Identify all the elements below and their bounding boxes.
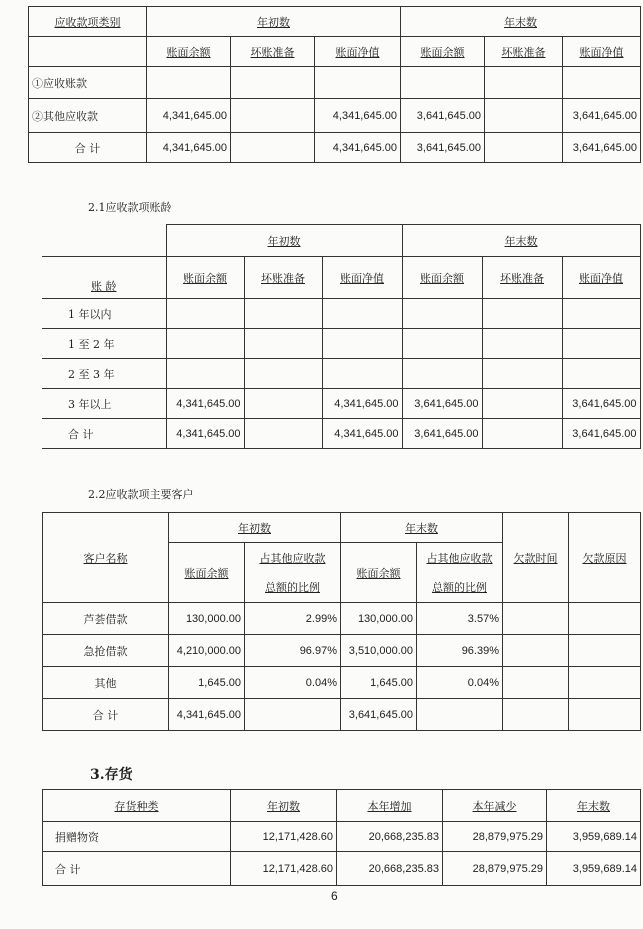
header-customer-name: 客户名称 [43,513,169,603]
section-title-inventory: 3.存货 [90,767,133,783]
subheader: 账面净值 [562,257,640,299]
cell [401,67,485,99]
cell [503,699,569,731]
header-blank [42,225,166,257]
subheader: 账面余额 [402,257,482,299]
section-title-aging: 2.1应收款项账龄 [88,201,172,214]
cell: 96.97% [245,635,341,667]
table-row [43,699,641,731]
header-end: 年末数 [402,225,640,257]
header-end: 年末数 [401,7,641,37]
row-label: 1 年以内 [42,299,166,329]
row-label: 捐赠物资 [43,822,231,852]
cell [402,329,482,359]
cell [166,359,244,389]
header-end: 年末数 [341,513,503,543]
cell: 4,341,645.00 [322,389,402,419]
cell [562,299,640,329]
cell [244,389,322,419]
cell [322,299,402,329]
subheader: 坏账准备 [244,257,322,299]
header-increase: 本年增加 [337,790,443,822]
cell [569,667,641,699]
subheader: 账面净值 [563,37,641,67]
cell [244,329,322,359]
row-label: 1 至 2 年 [42,329,166,359]
header-inventory-type: 存货种类 [43,790,231,822]
header-begin: 年初数 [166,225,402,257]
cell: 3,641,645.00 [563,99,641,133]
page-number: 6 [331,889,338,903]
cell [503,635,569,667]
subheader: 账面余额 [166,257,244,299]
major-customers-table [42,512,641,731]
subheader: 坏账准备 [231,37,315,67]
row-label: 2 至 3 年 [42,359,166,389]
cell [569,699,641,731]
header-end: 年末数 [547,790,641,822]
cell: 130,000.00 [341,603,417,635]
cell: 20,668,235.83 [337,852,443,886]
cell: 4,341,645.00 [315,133,401,163]
subheader: 账面余额 [147,37,231,67]
row-label: ①应收账款 [29,67,147,99]
row-label: 合 计 [42,419,166,449]
cell: 4,341,645.00 [166,419,244,449]
table-row [42,299,640,329]
subheader-ratio-line1: 占其他应收款 [245,543,341,573]
cell [562,329,640,359]
subheader-ratio-line2: 总额的比例 [245,573,341,603]
subheader: 坏账准备 [485,37,563,67]
cell: 28,879,975.29 [443,852,547,886]
cell: 4,341,645.00 [147,99,231,133]
subheader: 账面净值 [315,37,401,67]
subheader-ratio-line1: 占其他应收款 [417,543,503,573]
cell [569,603,641,635]
cell [482,389,562,419]
cell: 3,510,000.00 [341,635,417,667]
cell: 12,171,428.60 [231,852,337,886]
header-begin: 年初数 [169,513,341,543]
cell [231,133,315,163]
cell: 3,641,645.00 [563,133,641,163]
receivables-category-table [28,6,641,163]
section-title-customers: 2.2应收款项主要客户 [88,488,194,501]
row-label: 合 计 [43,852,231,886]
subheader-balance: 账面余额 [169,543,245,603]
cell: 12,171,428.60 [231,822,337,852]
cell: 3,641,645.00 [562,389,640,419]
cell [244,299,322,329]
table-row [43,603,641,635]
header-reason: 欠款原因 [569,513,641,603]
cell [485,99,563,133]
row-label: ②其他应收款 [29,99,147,133]
cell: 28,879,975.29 [443,822,547,852]
row-label: 急抢借款 [43,635,169,667]
cell: 3,641,645.00 [401,99,485,133]
cell [245,699,341,731]
cell: 3,641,645.00 [341,699,417,731]
header-decrease: 本年减少 [443,790,547,822]
inventory-table [42,789,641,886]
cell: 3,959,689.14 [547,822,641,852]
cell [417,699,503,731]
cell [569,635,641,667]
cell [231,67,315,99]
cell [231,99,315,133]
cell: 4,341,645.00 [166,389,244,419]
subheader: 账面余额 [401,37,485,67]
cell: 0.04% [245,667,341,699]
cell [503,603,569,635]
row-label: 合 计 [29,133,147,163]
header-blank [29,37,147,67]
header-age: 账 龄 [42,257,166,299]
cell: 96.39% [417,635,503,667]
cell: 4,341,645.00 [147,133,231,163]
subheader-ratio-line2: 总额的比例 [417,573,503,603]
table-row [43,852,641,886]
cell: 20,668,235.83 [337,822,443,852]
cell: 2.99% [245,603,341,635]
cell [166,329,244,359]
subheader: 账面净值 [322,257,402,299]
subheader: 坏账准备 [482,257,562,299]
cell: 0.04% [417,667,503,699]
cell [244,359,322,389]
cell: 3,641,645.00 [401,133,485,163]
table-row [29,99,641,133]
cell [482,299,562,329]
cell: 1,645.00 [169,667,245,699]
cell [485,67,563,99]
table-row [42,389,640,419]
table-row [43,822,641,852]
cell: 4,341,645.00 [169,699,245,731]
cell: 4,341,645.00 [315,99,401,133]
cell [503,667,569,699]
cell: 3,959,689.14 [547,852,641,886]
table-row [43,667,641,699]
subheader-balance: 账面余额 [341,543,417,603]
cell: 4,341,645.00 [322,419,402,449]
table-row [42,329,640,359]
cell [482,329,562,359]
cell [322,329,402,359]
cell: 3,641,645.00 [402,419,482,449]
cell: 3.57% [417,603,503,635]
row-label: 3 年以上 [42,389,166,419]
cell: 4,210,000.00 [169,635,245,667]
cell [482,419,562,449]
cell [562,359,640,389]
cell: 3,641,645.00 [562,419,640,449]
cell [482,359,562,389]
row-label: 其他 [43,667,169,699]
table-row [29,133,641,163]
table-row [42,419,640,449]
cell [563,67,641,99]
row-label: 芦荟借款 [43,603,169,635]
header-category: 应收款项类别 [29,7,147,37]
header-time: 欠款时间 [503,513,569,603]
cell [322,359,402,389]
cell: 130,000.00 [169,603,245,635]
cell [166,299,244,329]
header-begin: 年初数 [231,790,337,822]
table-row [42,359,640,389]
cell: 1,645.00 [341,667,417,699]
row-label: 合 计 [43,699,169,731]
table-row [29,67,641,99]
cell [402,299,482,329]
header-begin: 年初数 [147,7,401,37]
cell [147,67,231,99]
cell [485,133,563,163]
receivables-aging-table [42,224,641,449]
cell: 3,641,645.00 [402,389,482,419]
cell [402,359,482,389]
table-row [43,635,641,667]
cell [244,419,322,449]
cell [315,67,401,99]
